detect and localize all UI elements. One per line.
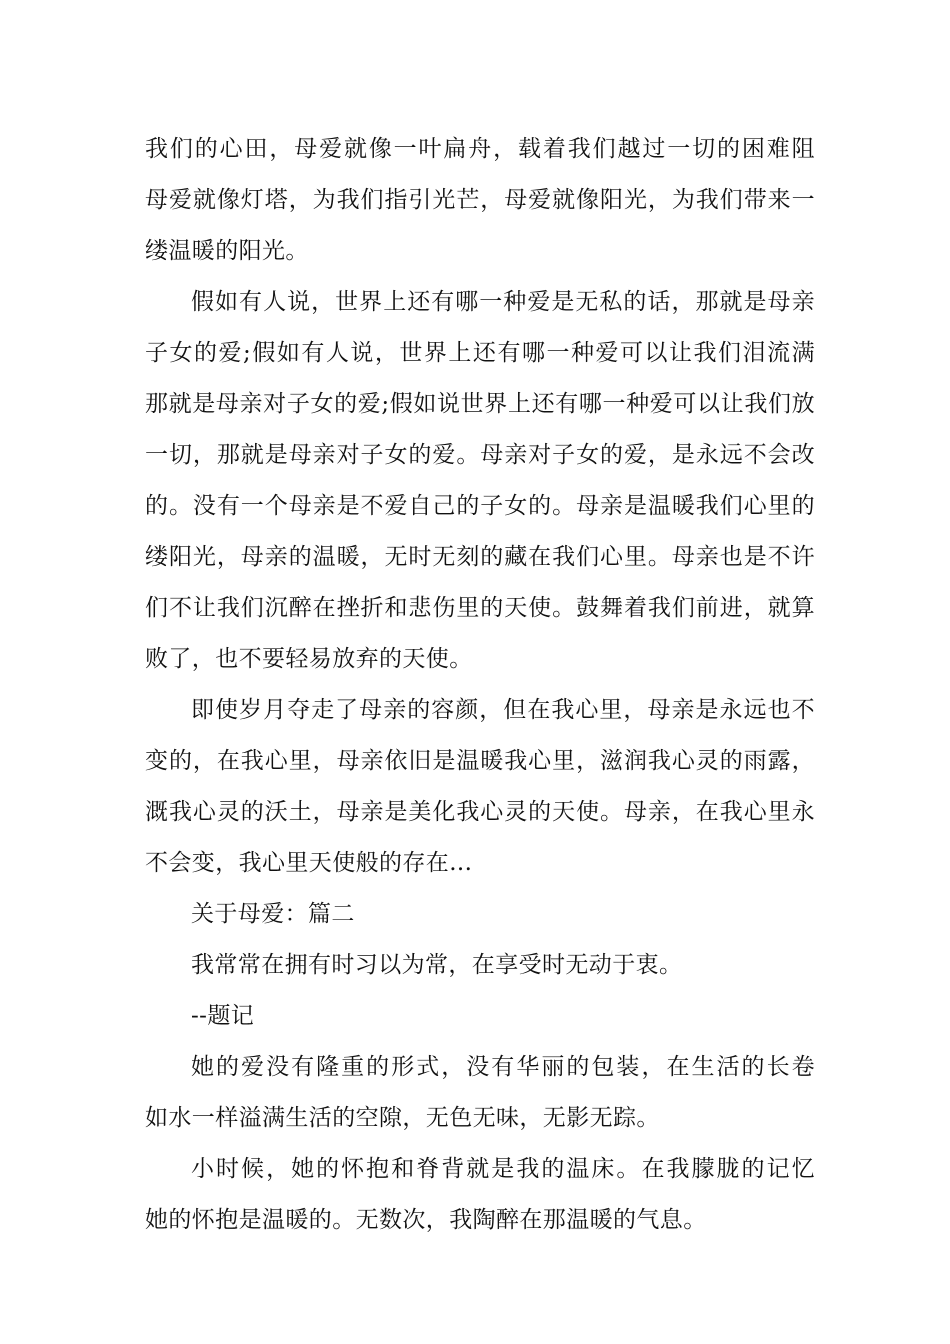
text-line: 变的，在我心里，母亲依旧是温暖我心里，滋润我心灵的雨露， (145, 748, 815, 774)
text-line: 子女的爱;假如有人说，世界上还有哪一种爱可以让我们泪流满 (145, 340, 815, 366)
text-line: 缕温暖的阳光。 (145, 238, 309, 264)
epigraph: 我常常在拥有时习以为常，在享受时无动于衷。 (191, 952, 683, 978)
text-line: 的。没有一个母亲是不爱自己的子女的。母亲是温暖我们心里的 (145, 493, 815, 519)
text-line: 不会变，我心里天使般的存在... (145, 850, 473, 876)
text-line: 一切，那就是母亲对子女的爱。母亲对子女的爱，是永远不会改 (145, 442, 815, 468)
text-line: 她的怀抱是温暖的。无数次，我陶醉在那温暖的气息。 (145, 1207, 707, 1233)
text-line: 缕阳光，母亲的温暖，无时无刻的藏在我们心里。母亲也是不许 (145, 544, 815, 570)
text-line: 们不让我们沉醉在挫折和悲伤里的天使。鼓舞着我们前进，就算 (145, 595, 815, 621)
text-line: 溉我心灵的沃土，母亲是美化我心灵的天使。母亲，在我心里永 (145, 799, 815, 825)
text-line: 那就是母亲对子女的爱;假如说世界上还有哪一种爱可以让我们放 (145, 391, 815, 417)
text-line: 我们的心田，母爱就像一叶扁舟，载着我们越过一切的困难阻 (145, 136, 815, 162)
paragraph-first-line: 即使岁月夺走了母亲的容颜，但在我心里，母亲是永远也不 (191, 697, 815, 723)
text-line: 如水一样溢满生活的空隙，无色无味，无影无踪。 (145, 1105, 660, 1131)
text-line: 败了，也不要轻易放弃的天使。 (145, 646, 473, 672)
text-line: 母爱就像灯塔，为我们指引光芒，母爱就像阳光，为我们带来一 (145, 187, 815, 213)
section-heading: 关于母爱：篇二 (191, 901, 355, 927)
epigraph-attribution: --题记 (191, 1003, 255, 1029)
paragraph-first-line: 她的爱没有隆重的形式，没有华丽的包装，在生活的长卷 (191, 1054, 815, 1080)
paragraph-first-line: 小时候，她的怀抱和脊背就是我的温床。在我朦胧的记忆 (191, 1156, 815, 1182)
document-body (145, 124, 815, 1246)
paragraph-first-line: 假如有人说，世界上还有哪一种爱是无私的话，那就是母亲 (191, 289, 815, 315)
